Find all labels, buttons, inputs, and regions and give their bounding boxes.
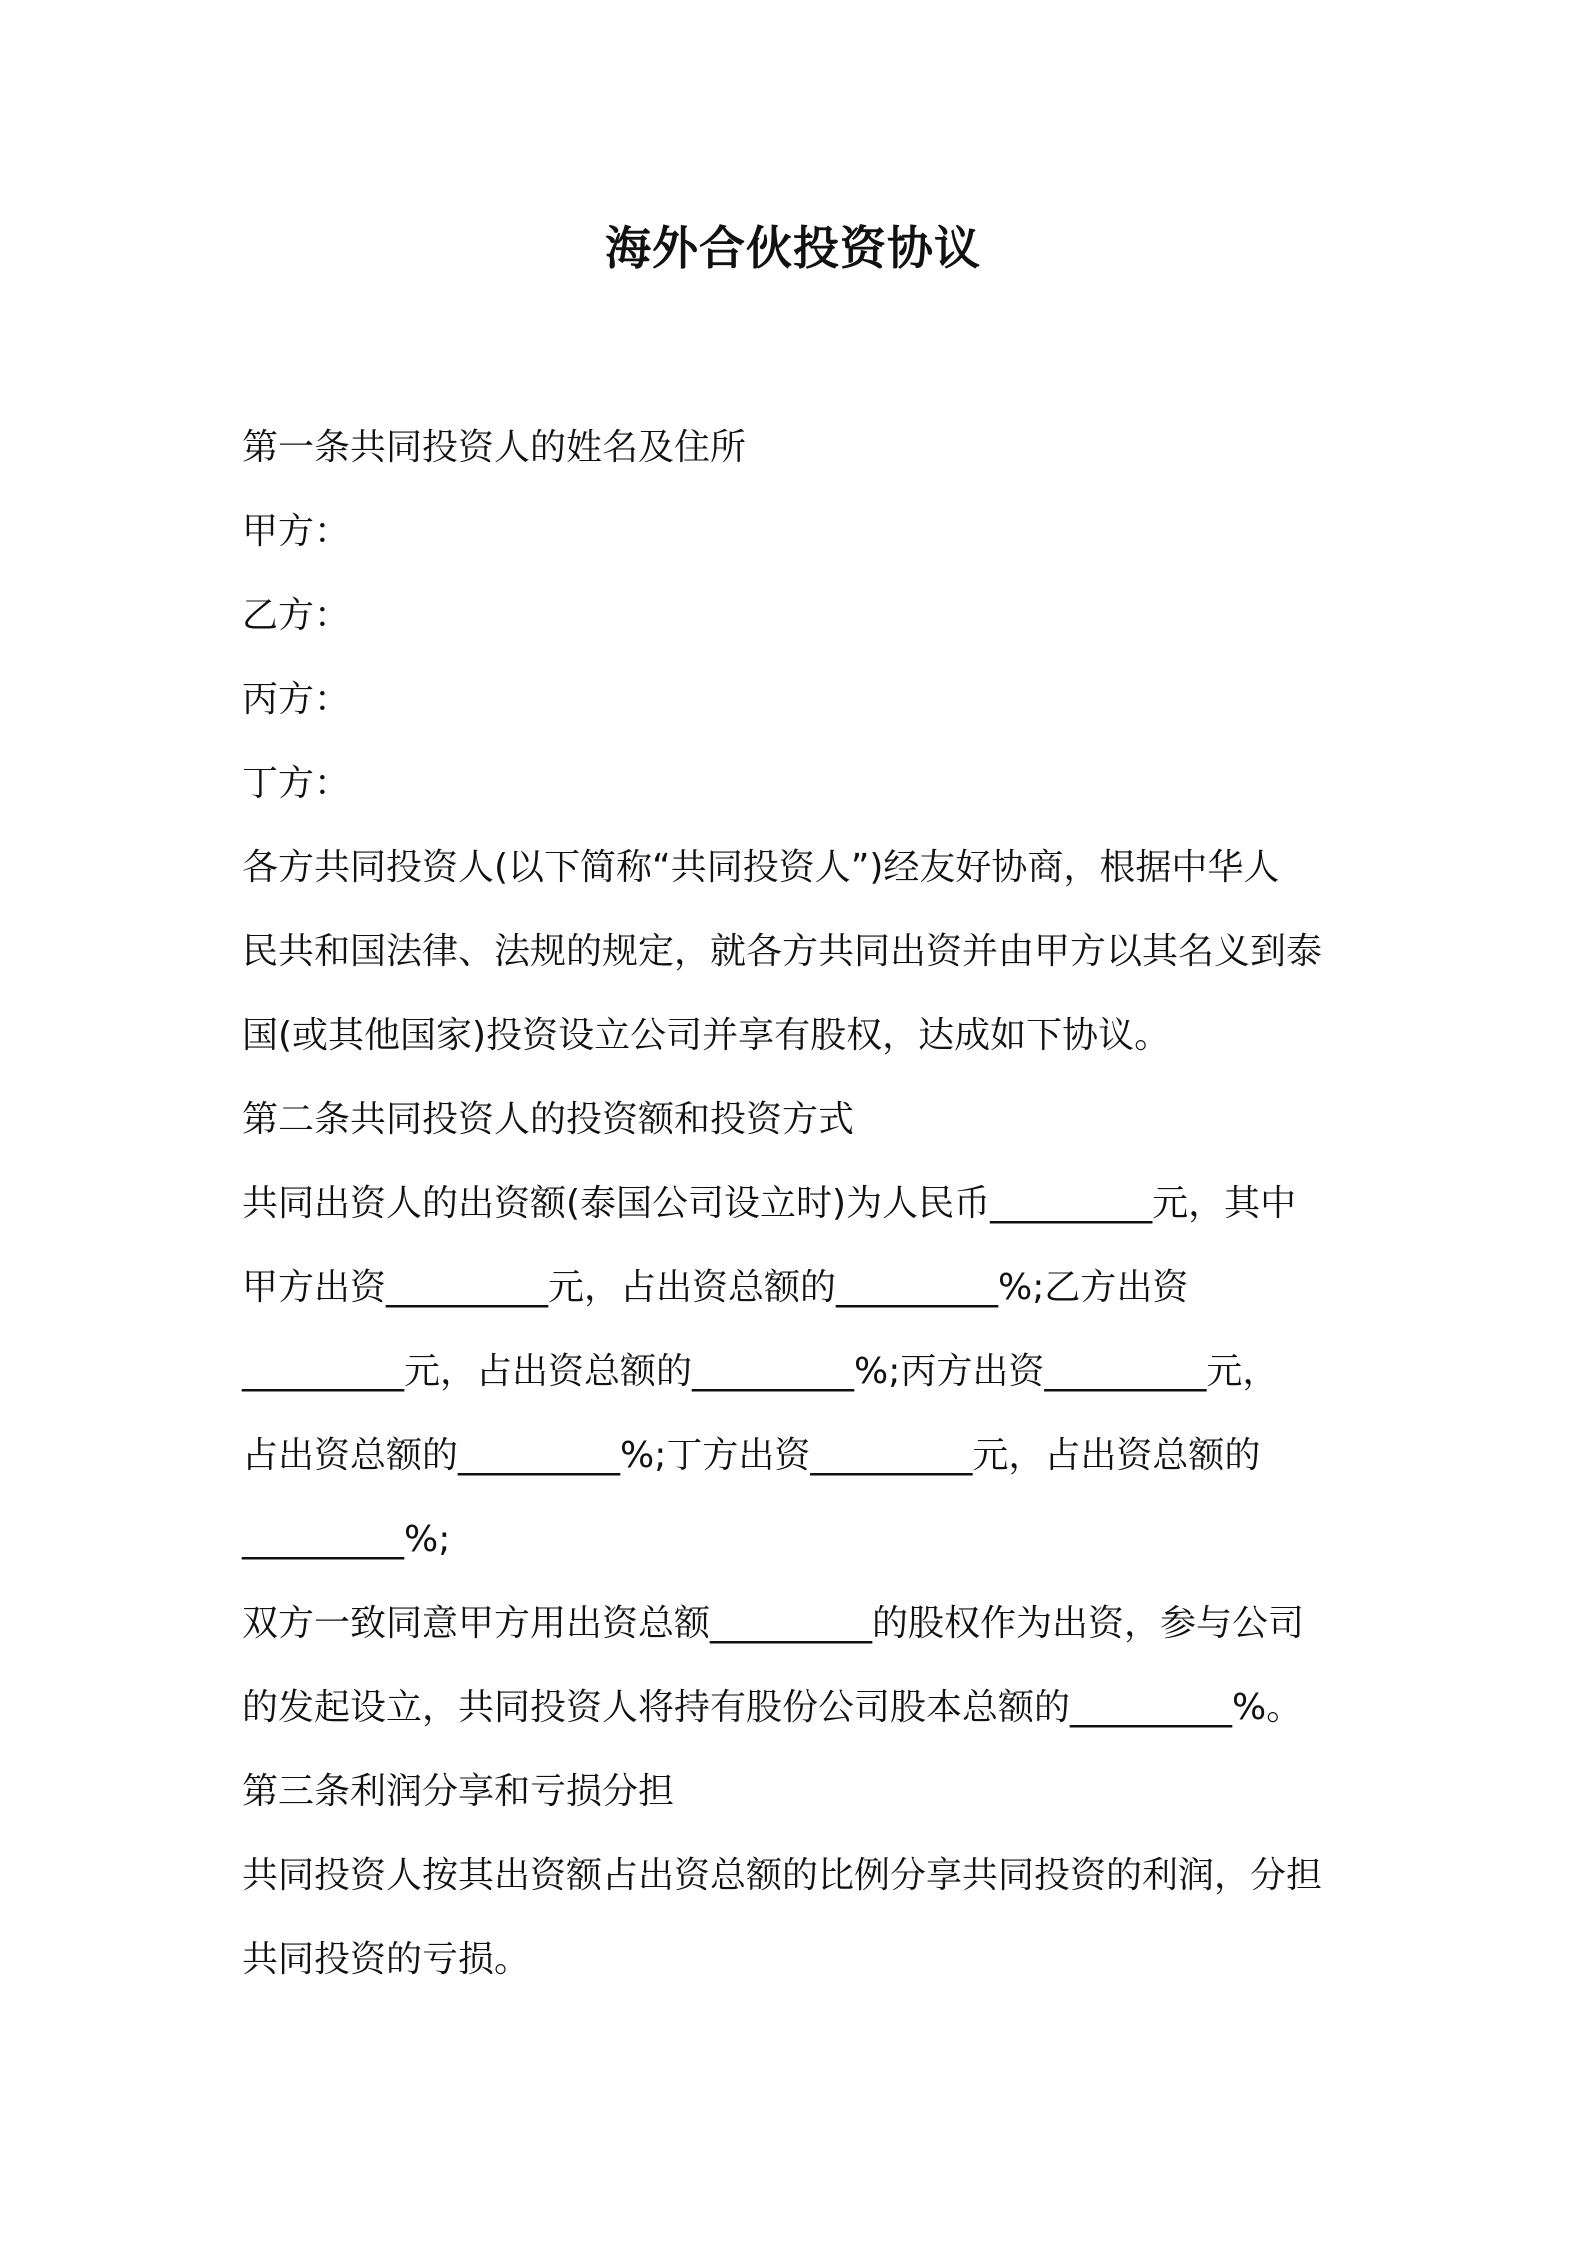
document-title: 海外合伙投资协议 [605,221,981,275]
equity-paragraph-line-1: 双方一致同意甲方用出资总额_________的股权作为出资，参与公司 [242,1603,1305,1644]
article-3-heading: 第三条利润分享和亏损分担 [242,1771,675,1812]
profit-paragraph-line-2: 共同投资的亏损。 [242,1939,531,1980]
investment-paragraph-line-2: 甲方出资_________元，占出资总额的_________%;乙方出资 [242,1267,1189,1308]
equity-paragraph-line-2: 的发起设立，共同投资人将持有股份公司股本总额的_________%。 [242,1687,1303,1728]
party-a-line: 甲方： [242,511,351,552]
document-body [242,406,1362,2002]
investment-paragraph-line-5: _________%; [242,1519,451,1560]
party-b-line: 乙方： [242,595,351,636]
intro-paragraph-line-3: 国(或其他国家)投资设立公司并享有股权，达成如下协议。 [242,1015,1171,1056]
profit-paragraph-line-1: 共同投资人按其出资额占出资总额的比例分享共同投资的利润，分担 [242,1855,1323,1896]
article-2-heading: 第二条共同投资人的投资额和投资方式 [242,1099,855,1140]
intro-paragraph-line-1: 各方共同投资人(以下简称“共同投资人”)经友好协商，根据中华人 [242,847,1280,888]
article-1-heading: 第一条共同投资人的姓名及住所 [242,427,747,468]
intro-paragraph-line-2: 民共和国法律、法规的规定，就各方共同出资并由甲方以其名义到泰 [242,931,1323,972]
investment-paragraph-line-3: _________元，占出资总额的_________%;丙方出资_________元， [242,1351,1279,1392]
investment-paragraph-line-4: 占出资总额的_________%;丁方出资_________元，占出资总额的 [242,1435,1261,1476]
investment-paragraph-line-1: 共同出资人的出资额(泰国公司设立时)为人民币_________元，其中 [242,1183,1297,1224]
party-c-line: 丙方： [242,679,351,720]
party-d-line: 丁方： [242,763,351,804]
